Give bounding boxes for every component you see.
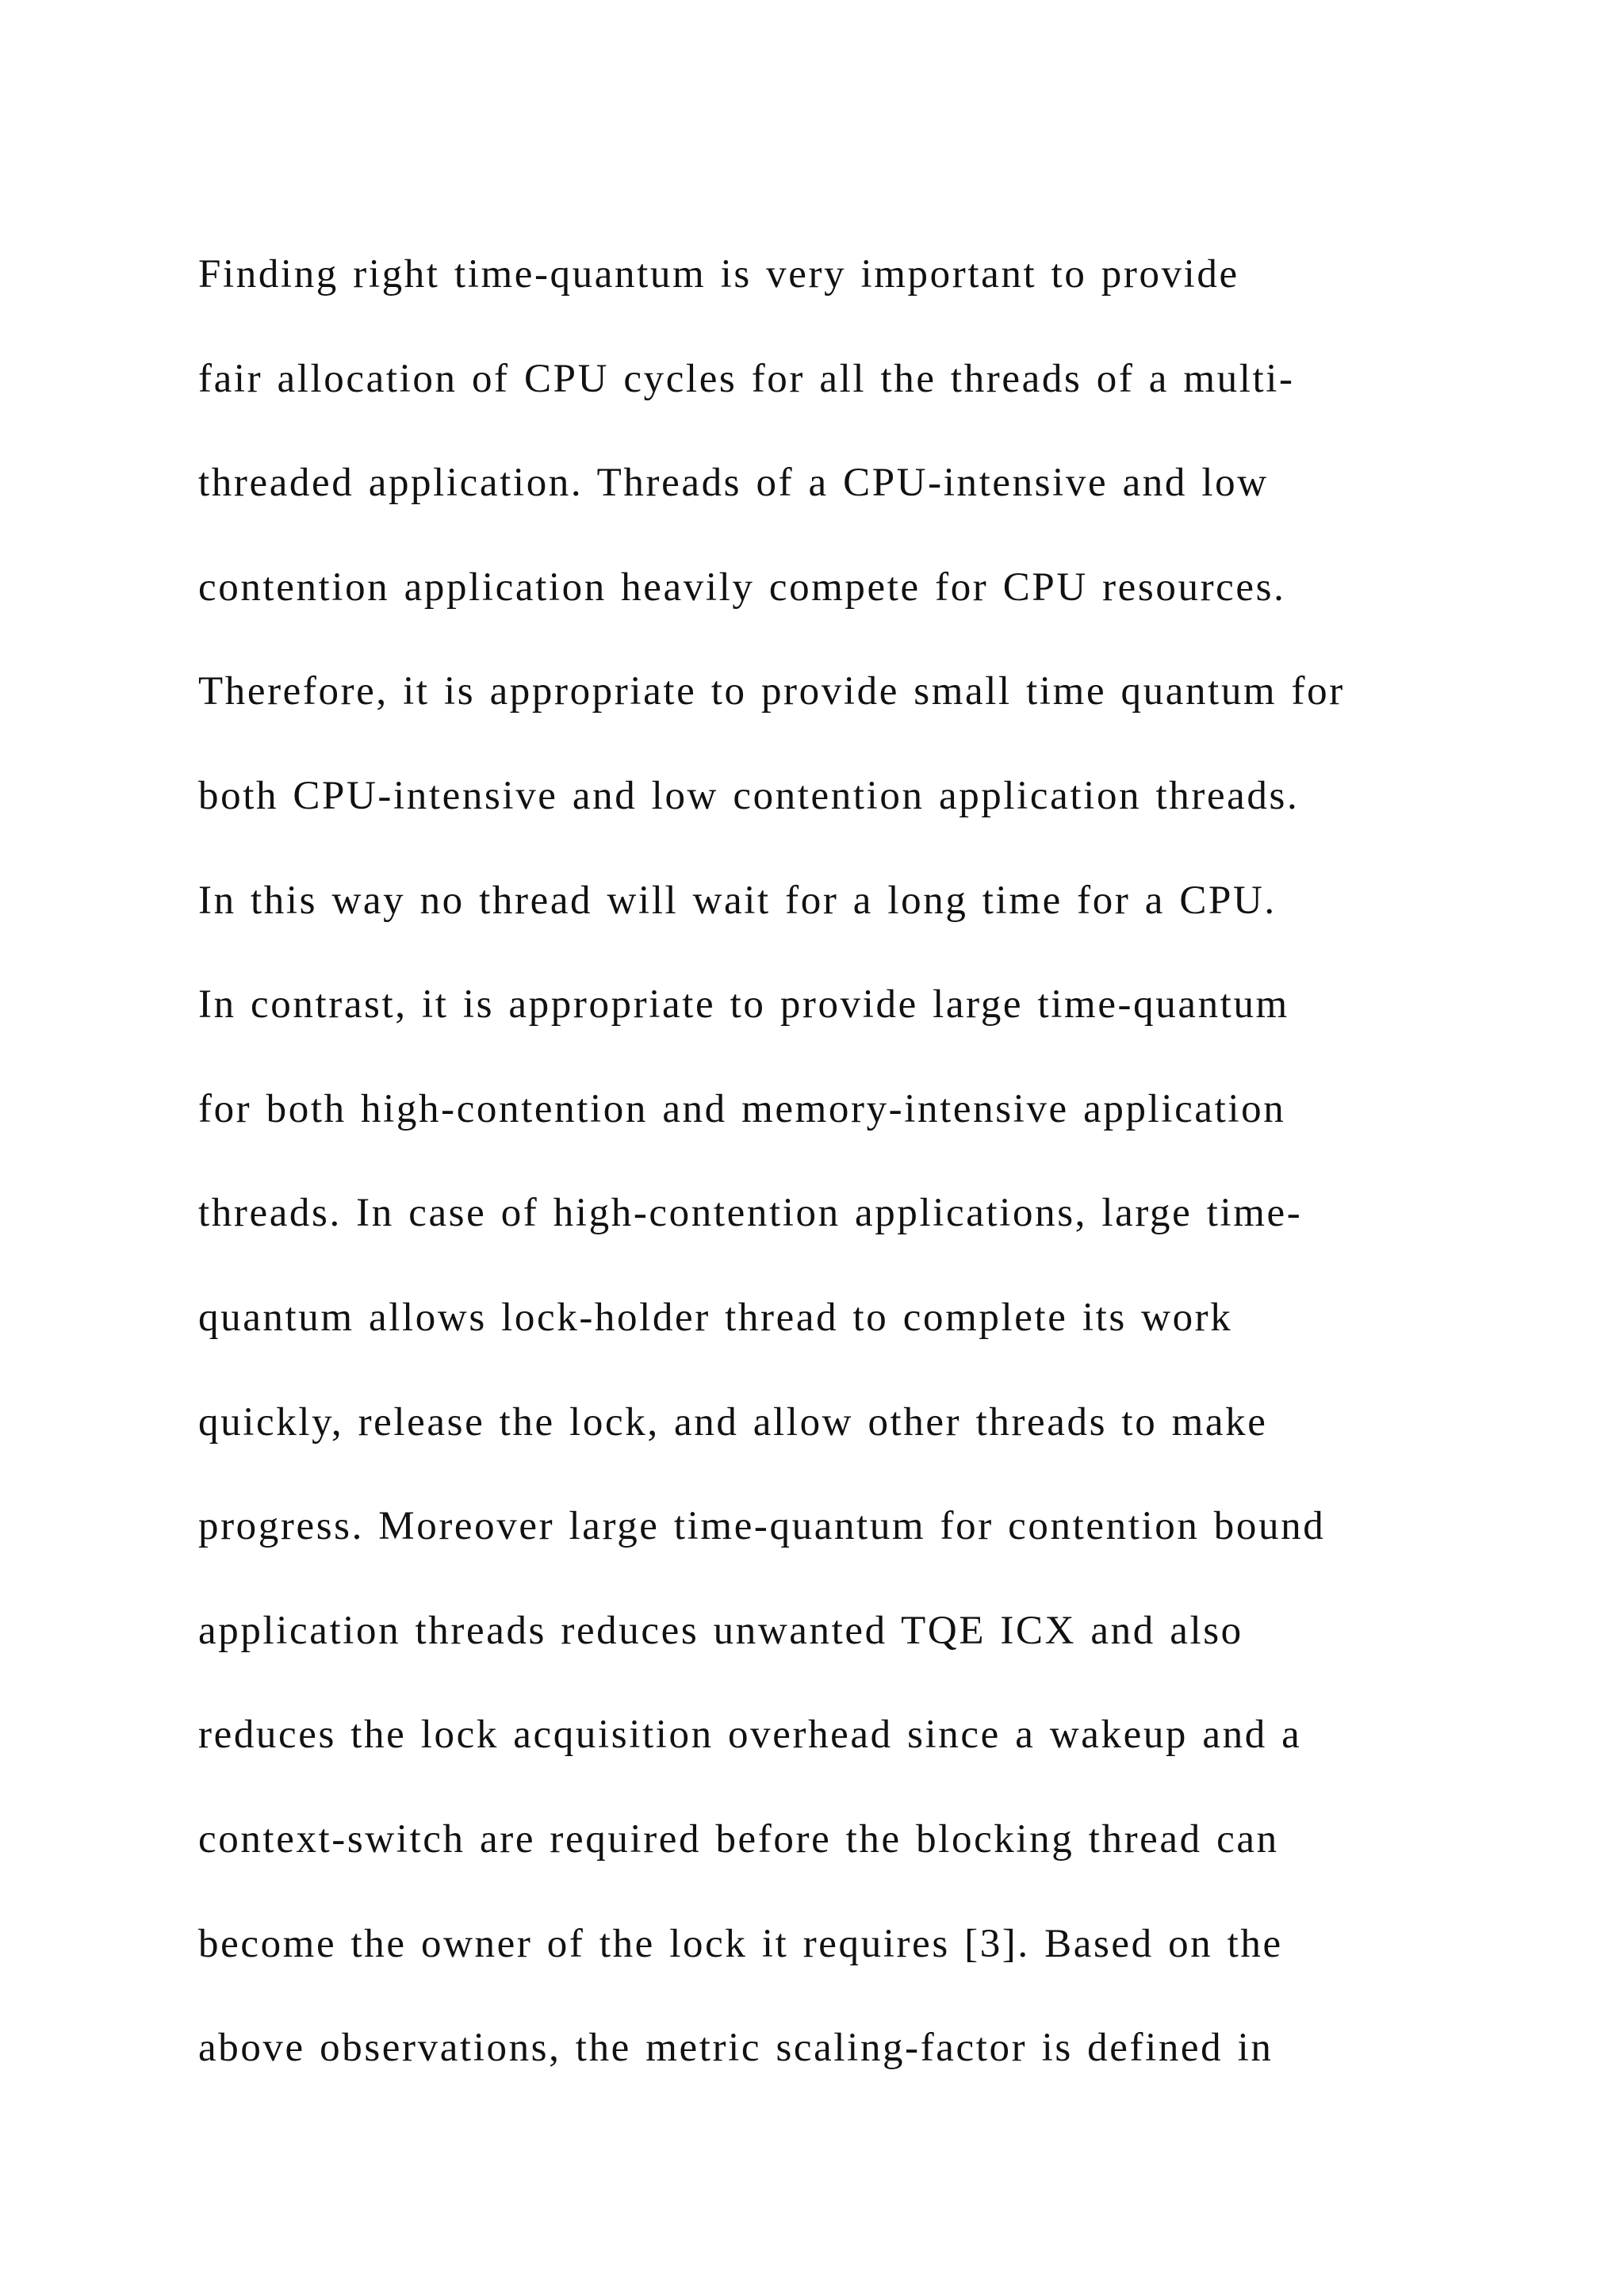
text-line: quickly, release the lock, and allow other threads to make (198, 1399, 1268, 1445)
text-line: Finding right time-quantum is very important to provide (198, 252, 1239, 297)
text-line: progress. Moreover large time-quantum for contention bound (198, 1504, 1326, 1549)
text-line: both CPU-intensive and low contention application threads. (198, 773, 1300, 818)
text-line: threads. In case of high-contention applications, large time- (198, 1191, 1303, 1236)
text-line: In contrast, it is appropriate to provide large time-quantum (198, 982, 1289, 1027)
text-line: become the owner of the lock it requires [3]. Based on the (198, 1921, 1283, 1966)
text-line: threaded application. Threads of a CPU-intensive and low (198, 461, 1269, 506)
text-line: fair allocation of CPU cycles for all the threads of a multi- (198, 356, 1295, 401)
paragraph (198, 247, 1594, 2126)
text-line: application threads reduces unwanted TQE ICX and also (198, 1608, 1243, 1653)
text-line: Therefore, it is appropriate to provide small time quantum for (198, 669, 1345, 714)
text-line: context-switch are required before the blocking thread can (198, 1816, 1279, 1862)
text-line: above observations, the metric scaling-factor is defined in (198, 2026, 1274, 2071)
text-line: In this way no thread will wait for a long time for a CPU. (198, 878, 1277, 923)
text-line: for both high-contention and memory-intensive application (198, 1086, 1286, 1131)
text-line: quantum allows lock-holder thread to complete its work (198, 1295, 1233, 1340)
text-line: contention application heavily compete for CPU resources. (198, 564, 1286, 610)
text-line: reduces the lock acquisition overhead since a wakeup and a (198, 1712, 1302, 1758)
